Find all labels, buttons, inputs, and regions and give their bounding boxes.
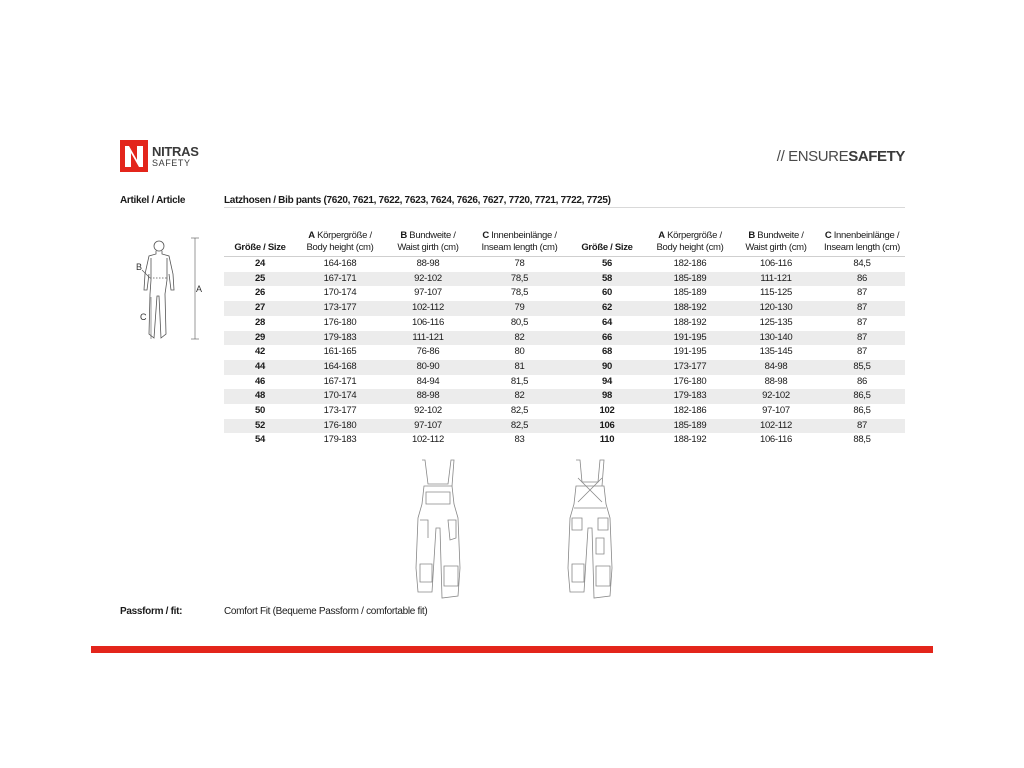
table-row bbox=[224, 404, 567, 419]
bib-pants-back-image bbox=[560, 458, 620, 602]
table-row bbox=[567, 419, 905, 434]
size-cell: 68 bbox=[602, 346, 612, 358]
inseam-length-cell: 87 bbox=[819, 419, 905, 434]
body-height-cell: 191-195 bbox=[647, 331, 733, 346]
size-cell: 46 bbox=[255, 375, 265, 387]
waist-girth-cell: 88-98 bbox=[764, 375, 788, 387]
table-row bbox=[224, 257, 567, 272]
table-row bbox=[224, 389, 567, 404]
waist-girth-cell: 106-116 bbox=[411, 316, 445, 328]
waist-girth-cell: 84-98 bbox=[733, 360, 819, 375]
waist-girth-cell: 97-107 bbox=[414, 287, 442, 299]
table-row bbox=[567, 301, 905, 316]
size-cell: 64 bbox=[602, 316, 612, 328]
table-row bbox=[567, 433, 905, 448]
body-height-cell: 185-189 bbox=[673, 287, 707, 299]
table-row bbox=[224, 316, 567, 331]
divider bbox=[224, 207, 905, 208]
figure-label-a: A bbox=[196, 284, 203, 294]
waist-girth-cell: 80-90 bbox=[384, 360, 472, 375]
size-cell: 44 bbox=[224, 360, 296, 375]
body-height-cell: 164-168 bbox=[323, 258, 357, 269]
size-cell: 58 bbox=[567, 272, 647, 287]
col-header-c: C Innenbeinlänge / Inseam length (cm) bbox=[819, 226, 905, 257]
inseam-length-cell: 82 bbox=[472, 389, 567, 404]
body-height-cell: 161-165 bbox=[323, 346, 357, 358]
size-cell: 25 bbox=[224, 272, 296, 287]
body-height-cell: 176-180 bbox=[323, 316, 357, 328]
size-cell: 54 bbox=[255, 434, 265, 446]
article-value: Latzhosen / Bib pants (7620, 7621, 7622, 7623, 7624, 7626, 7627, 7720, 7721, 7722, 7725) bbox=[224, 195, 611, 206]
size-cell: 60 bbox=[602, 287, 612, 299]
size-table-left bbox=[224, 226, 567, 448]
waist-girth-cell: 102-112 bbox=[384, 301, 472, 316]
size-cell: 42 bbox=[255, 346, 265, 358]
table-row bbox=[224, 345, 567, 360]
waist-girth-cell: 92-102 bbox=[384, 272, 472, 287]
size-cell: 27 bbox=[224, 301, 296, 316]
body-height-cell: 176-180 bbox=[296, 419, 384, 434]
waist-girth-cell: 135-145 bbox=[759, 346, 793, 358]
table-row bbox=[224, 331, 567, 346]
body-height-cell: 185-189 bbox=[647, 272, 733, 287]
table-row bbox=[567, 272, 905, 287]
table-row bbox=[224, 301, 567, 316]
table-row bbox=[224, 272, 567, 287]
body-height-cell: 188-192 bbox=[673, 316, 707, 328]
col-header-b: B Bundweite / Waist girth (cm) bbox=[384, 226, 472, 257]
col-header-b: B Bundweite / Waist girth (cm) bbox=[733, 226, 819, 257]
article-label: Artikel / Article bbox=[120, 195, 186, 206]
body-height-cell: 179-183 bbox=[323, 434, 357, 446]
figure-label-b: B bbox=[136, 262, 143, 272]
col-header-size: Größe / Size bbox=[567, 226, 647, 257]
size-cell: 52 bbox=[224, 419, 296, 434]
inseam-length-cell: 78,5 bbox=[472, 272, 567, 287]
inseam-length-cell: 87 bbox=[857, 346, 867, 358]
col-header-c: C Innenbeinlänge / Inseam length (cm) bbox=[472, 226, 567, 257]
size-cell: 110 bbox=[599, 434, 615, 446]
inseam-length-cell: 82 bbox=[472, 331, 567, 346]
inseam-length-cell: 88,5 bbox=[853, 434, 871, 446]
bib-pants-front-image bbox=[408, 458, 468, 602]
body-height-cell: 164-168 bbox=[296, 360, 384, 375]
waist-girth-cell: 92-102 bbox=[733, 389, 819, 404]
body-height-cell: 167-171 bbox=[323, 375, 357, 387]
inseam-length-cell: 87 bbox=[819, 331, 905, 346]
inseam-length-cell: 78,5 bbox=[510, 287, 529, 299]
table-row bbox=[224, 360, 567, 375]
inseam-length-cell: 86 bbox=[857, 375, 867, 387]
waist-girth-cell: 92-102 bbox=[414, 405, 442, 417]
inseam-length-cell: 79 bbox=[472, 301, 567, 316]
col-header-a: A Körpergröße / Body height (cm) bbox=[296, 226, 384, 257]
waist-girth-cell: 102-112 bbox=[411, 434, 445, 446]
waist-girth-cell: 88-98 bbox=[416, 258, 440, 269]
body-height-cell: 179-183 bbox=[647, 389, 733, 404]
waist-girth-cell: 120-130 bbox=[733, 301, 819, 316]
size-cell: 94 bbox=[602, 375, 612, 387]
waist-girth-cell: 106-116 bbox=[759, 434, 793, 446]
body-height-cell: 170-174 bbox=[323, 287, 357, 299]
table-row bbox=[567, 389, 905, 404]
table-header-row bbox=[224, 226, 567, 257]
table-row bbox=[224, 286, 567, 301]
body-height-cell: 173-177 bbox=[647, 360, 733, 375]
size-cell: 24 bbox=[255, 258, 265, 269]
body-height-cell: 167-171 bbox=[296, 272, 384, 287]
table-row bbox=[567, 257, 905, 272]
body-height-cell: 188-192 bbox=[673, 434, 707, 446]
size-cell: 90 bbox=[567, 360, 647, 375]
inseam-length-cell: 84,5 bbox=[853, 258, 871, 269]
fit-value: Comfort Fit (Bequeme Passform / comfortable fit) bbox=[224, 606, 428, 617]
table-row bbox=[567, 404, 905, 419]
waist-girth-cell: 111-121 bbox=[384, 331, 472, 346]
waist-girth-cell: 106-116 bbox=[759, 258, 793, 269]
inseam-length-cell: 82,5 bbox=[472, 419, 567, 434]
body-measurement-figure bbox=[130, 234, 210, 346]
table-row bbox=[567, 286, 905, 301]
inseam-length-cell: 81,5 bbox=[510, 375, 529, 387]
slogan bbox=[777, 148, 905, 165]
table-row bbox=[567, 375, 905, 390]
table-row bbox=[567, 331, 905, 346]
body-height-cell: 185-189 bbox=[647, 419, 733, 434]
inseam-length-cell: 80 bbox=[514, 346, 525, 358]
inseam-length-cell: 87 bbox=[857, 316, 867, 328]
waist-girth-cell: 130-140 bbox=[733, 331, 819, 346]
size-cell: 56 bbox=[602, 258, 612, 269]
slogan-strong: SAFETY bbox=[848, 148, 905, 165]
nitras-logo-icon bbox=[120, 140, 148, 172]
size-cell: 26 bbox=[255, 287, 265, 299]
size-cell: 102 bbox=[599, 405, 615, 417]
waist-girth-cell: 97-107 bbox=[384, 419, 472, 434]
col-header-a: A Körpergröße / Body height (cm) bbox=[647, 226, 733, 257]
size-cell: 48 bbox=[224, 389, 296, 404]
figure-label-c: C bbox=[140, 312, 147, 322]
col-header-size: Größe / Size bbox=[224, 226, 296, 257]
table-row bbox=[224, 375, 567, 390]
inseam-length-cell: 86 bbox=[819, 272, 905, 287]
brand-sub: SAFETY bbox=[152, 158, 191, 168]
waist-girth-cell: 102-112 bbox=[733, 419, 819, 434]
inseam-length-cell: 87 bbox=[819, 301, 905, 316]
inseam-length-cell: 80,5 bbox=[510, 316, 529, 328]
inseam-length-cell: 86,5 bbox=[853, 405, 871, 417]
table-row bbox=[224, 433, 567, 448]
brand-name: NITRAS bbox=[152, 144, 199, 159]
inseam-length-cell: 85,5 bbox=[819, 360, 905, 375]
footer-red-bar bbox=[91, 646, 933, 653]
fit-label: Passform / fit: bbox=[120, 606, 183, 617]
inseam-length-cell: 82,5 bbox=[510, 405, 529, 417]
size-cell: 66 bbox=[567, 331, 647, 346]
table-row bbox=[567, 316, 905, 331]
inseam-length-cell: 86,5 bbox=[819, 389, 905, 404]
waist-girth-cell: 111-121 bbox=[733, 272, 819, 287]
table-row bbox=[224, 419, 567, 434]
waist-girth-cell: 88-98 bbox=[384, 389, 472, 404]
body-height-cell: 179-183 bbox=[296, 331, 384, 346]
inseam-length-cell: 87 bbox=[857, 287, 867, 299]
body-height-cell: 182-186 bbox=[673, 258, 707, 269]
body-height-cell: 191-195 bbox=[673, 346, 707, 358]
inseam-length-cell: 83 bbox=[514, 434, 525, 446]
waist-girth-cell: 125-135 bbox=[759, 316, 793, 328]
waist-girth-cell: 97-107 bbox=[762, 405, 790, 417]
body-height-cell: 170-174 bbox=[296, 389, 384, 404]
inseam-length-cell: 81 bbox=[472, 360, 567, 375]
inseam-length-cell: 78 bbox=[514, 258, 525, 269]
size-table-right bbox=[567, 226, 905, 448]
body-height-cell: 182-186 bbox=[673, 405, 707, 417]
body-height-cell: 173-177 bbox=[296, 301, 384, 316]
body-height-cell: 176-180 bbox=[673, 375, 707, 387]
table-row bbox=[567, 360, 905, 375]
body-height-cell: 173-177 bbox=[323, 405, 357, 417]
size-cell: 50 bbox=[255, 405, 265, 417]
waist-girth-cell: 115-125 bbox=[759, 287, 793, 299]
size-cell: 28 bbox=[255, 316, 265, 328]
size-cell: 98 bbox=[567, 389, 647, 404]
brand-logo bbox=[120, 140, 210, 176]
table-header-row bbox=[567, 226, 905, 257]
waist-girth-cell: 76-86 bbox=[416, 346, 440, 358]
slogan-prefix: // ENSURE bbox=[776, 148, 849, 165]
waist-girth-cell: 84-94 bbox=[416, 375, 440, 387]
size-cell: 62 bbox=[567, 301, 647, 316]
size-cell: 106 bbox=[567, 419, 647, 434]
size-cell: 29 bbox=[224, 331, 296, 346]
body-height-cell: 188-192 bbox=[647, 301, 733, 316]
table-row bbox=[567, 345, 905, 360]
